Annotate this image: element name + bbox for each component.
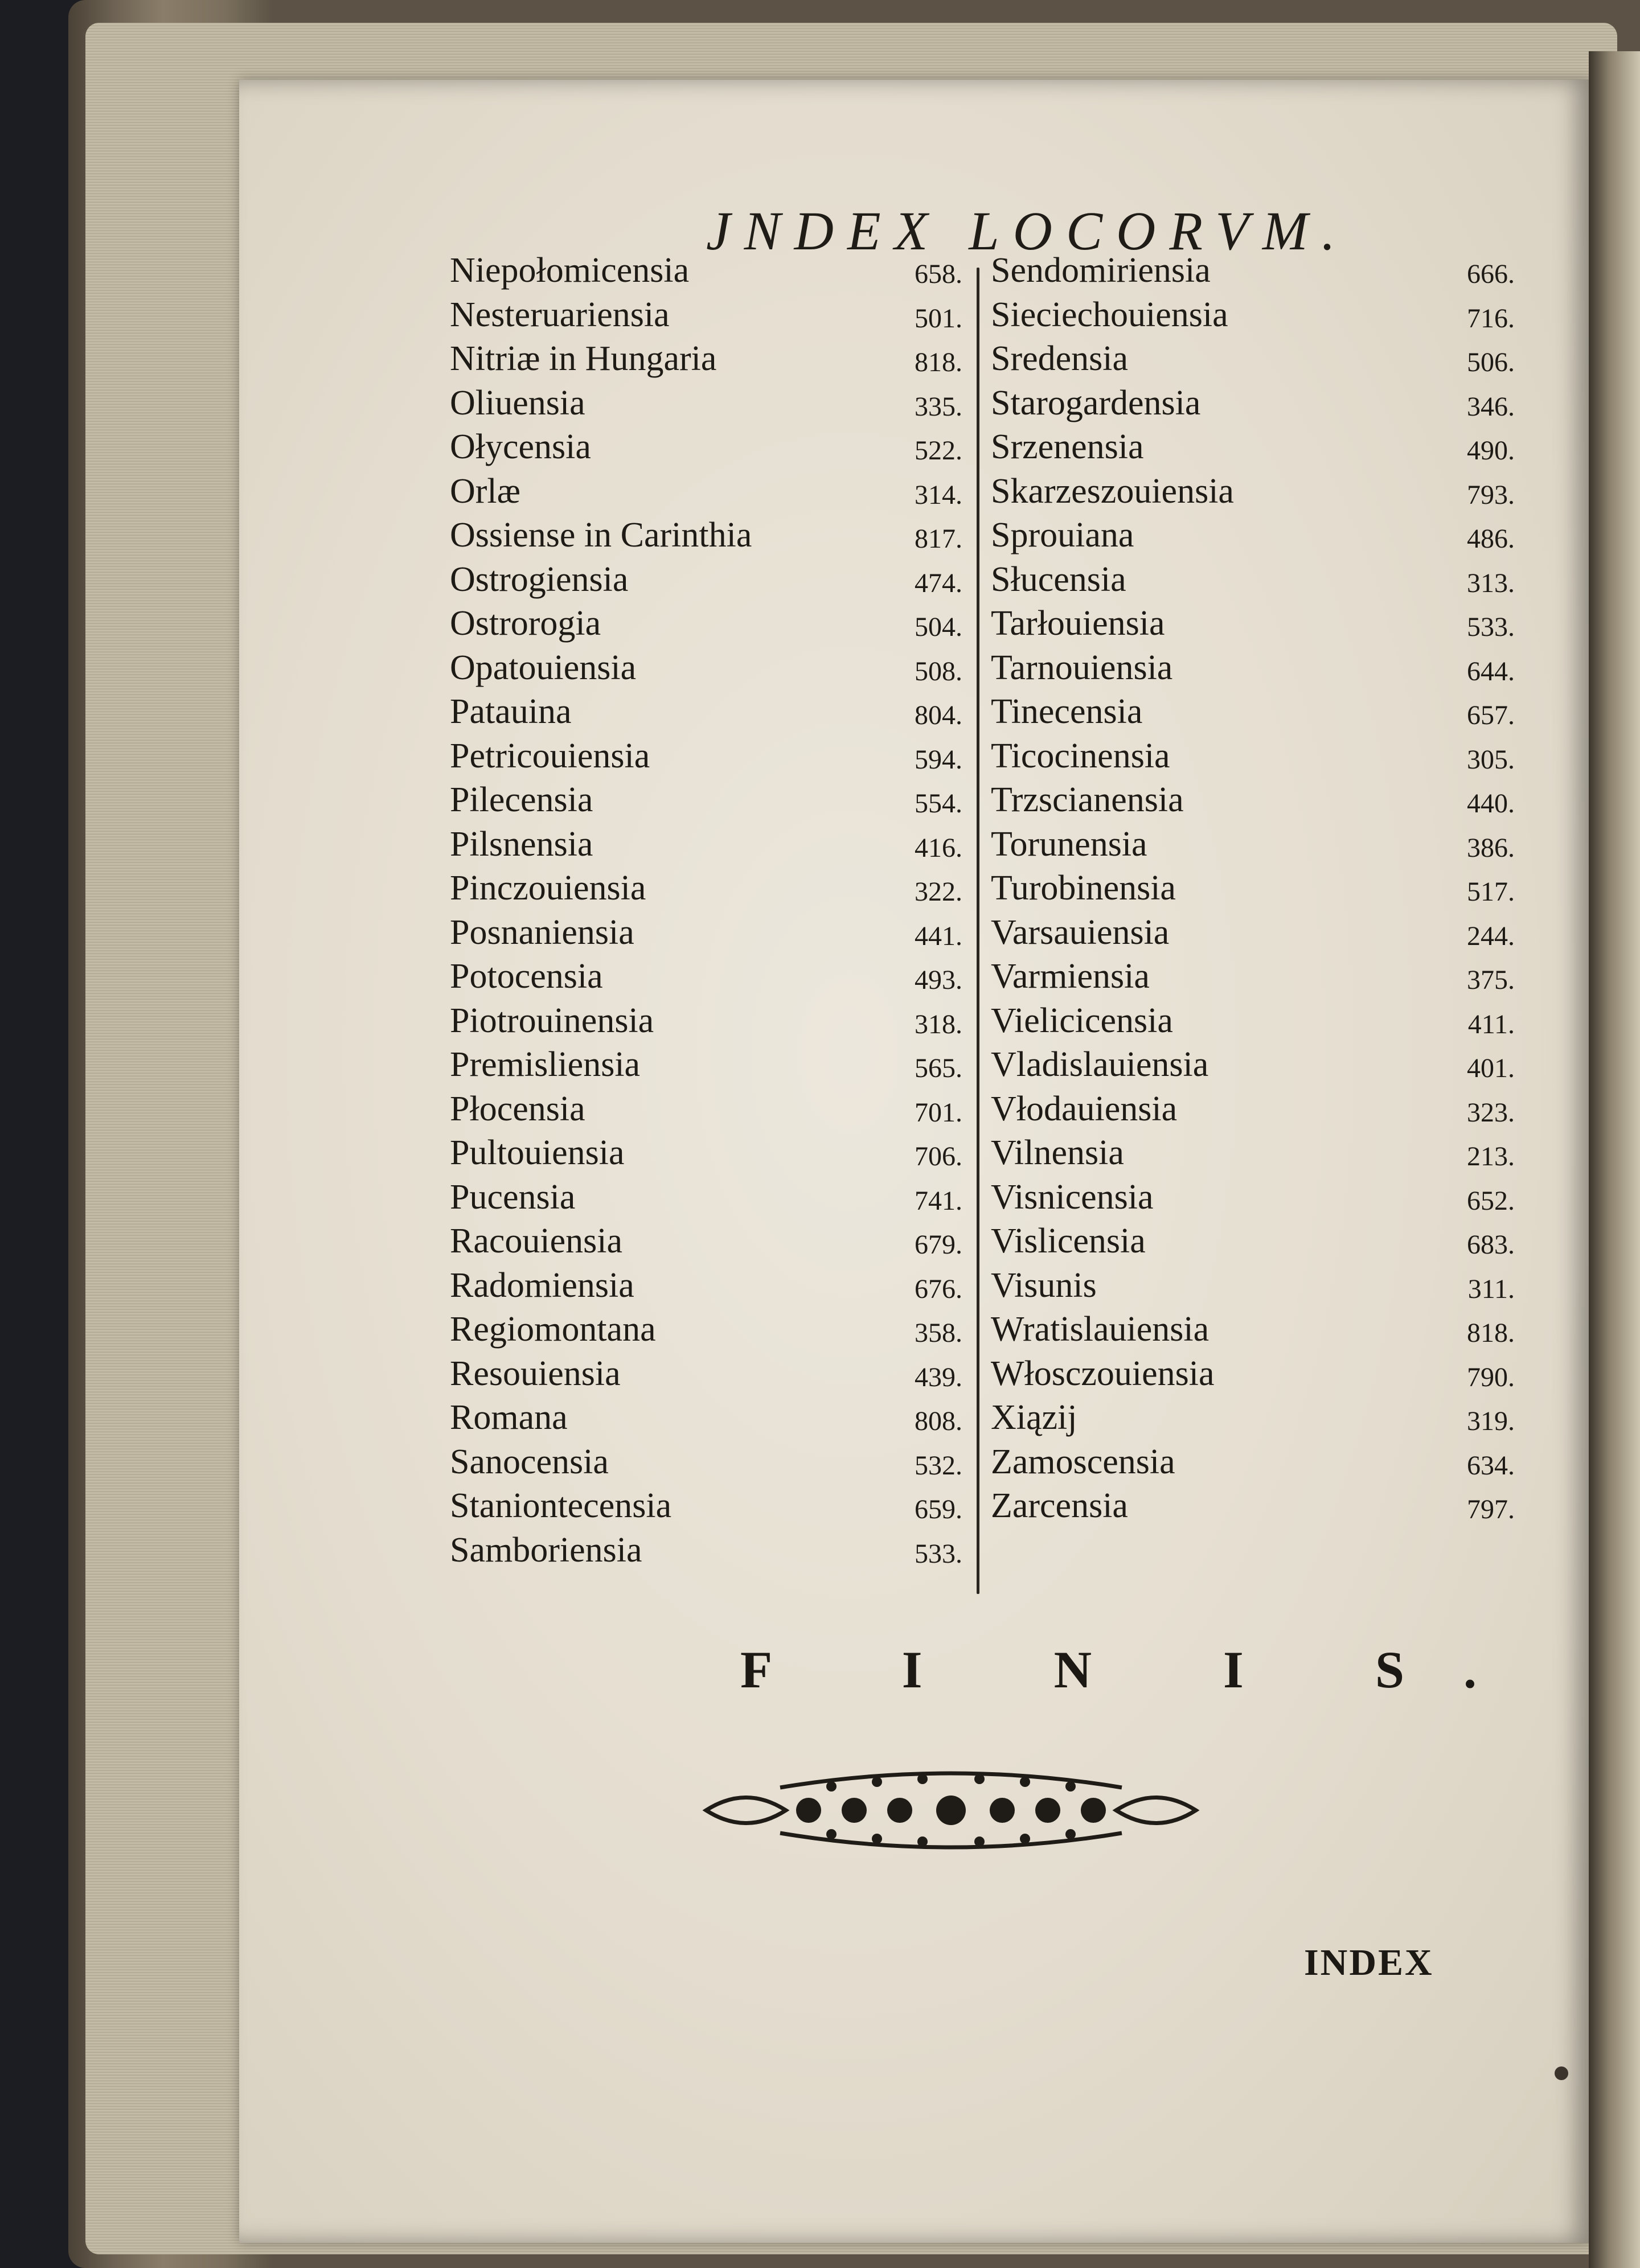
entry-page-number: 658. [915, 259, 962, 289]
entry-name: Ossiense in Carinthia [450, 516, 752, 554]
entry-page-number: 313. [1467, 568, 1515, 598]
index-entry [450, 1530, 962, 1575]
index-entry [991, 427, 1515, 471]
index-column-right [991, 250, 1515, 1530]
index-entry [450, 1266, 962, 1310]
index-entry [450, 1398, 962, 1442]
index-entry [991, 1486, 1515, 1530]
entry-page-number: 818. [915, 347, 962, 377]
entry-page-number: 804. [915, 700, 962, 730]
index-entry [450, 1442, 962, 1486]
column-rule [977, 268, 979, 1594]
index-entry [991, 868, 1515, 913]
entry-name: Varsauiensia [991, 913, 1170, 952]
entry-name: Niepołomicensia [450, 251, 690, 290]
index-entry [450, 471, 962, 516]
index-entry [450, 1045, 962, 1089]
finis: F I N I S. [740, 1641, 1536, 1699]
entry-name: Samboriensia [450, 1530, 642, 1569]
entry-name: Pucensia [450, 1177, 576, 1217]
entry-name: Xiązij [991, 1398, 1077, 1437]
entry-page-number: 652. [1467, 1185, 1515, 1216]
index-entry [450, 868, 962, 913]
entry-name: Patauina [450, 692, 572, 731]
entry-page-number: 508. [915, 656, 962, 687]
entry-page-number: 323. [1467, 1097, 1515, 1128]
index-entry [450, 1001, 962, 1045]
entry-page-number: 565. [915, 1053, 962, 1083]
entry-page-number: 676. [915, 1273, 962, 1304]
index-entry [450, 648, 962, 692]
index-entry [450, 1089, 962, 1133]
entry-name: Wratislauiensia [991, 1310, 1210, 1349]
entry-name: Starogardensia [991, 383, 1201, 422]
entry-page-number: 706. [915, 1141, 962, 1172]
entry-page-number: 346. [1467, 391, 1515, 422]
running-head: JNDEX LOCORVM. [706, 200, 1349, 261]
index-entry [450, 780, 962, 824]
entry-name: Racouiensia [450, 1222, 623, 1260]
index-entry [450, 295, 962, 339]
entry-name: Turobinensia [991, 869, 1176, 907]
index-entry [991, 1442, 1515, 1486]
index-entry [450, 913, 962, 957]
index-entry [991, 692, 1515, 736]
index-entry [991, 603, 1515, 648]
entry-name: Sanocensia [450, 1442, 609, 1481]
index-entry [991, 1266, 1515, 1310]
entry-name: Pultouiensia [450, 1133, 625, 1172]
entry-name: Sieciechouiensia [991, 295, 1228, 334]
entry-name: Trzscianensia [991, 780, 1184, 819]
entry-page-number: 411. [1467, 1009, 1515, 1040]
entry-name: Orlæ [450, 471, 520, 511]
entry-name: Pilsnensia [450, 824, 593, 864]
entry-page-number: 375. [1467, 965, 1515, 995]
index-entry [991, 295, 1515, 339]
entry-page-number: 517. [1467, 877, 1515, 907]
index-entry [450, 560, 962, 604]
entry-page-number: 441. [915, 921, 962, 951]
entry-name: Visunis [991, 1266, 1097, 1305]
index-entry [991, 1354, 1515, 1398]
entry-name: Piotrouinensia [450, 1001, 654, 1040]
entry-page-number: 319. [1467, 1406, 1515, 1436]
index-entry [450, 1354, 962, 1398]
index-entry [450, 824, 962, 869]
entry-name: Pilecensia [450, 780, 593, 819]
entry-page-number: 490. [1467, 435, 1515, 466]
entry-name: Ołycensia [450, 428, 591, 466]
entry-name: Torunensia [991, 824, 1147, 864]
entry-page-number: 533. [1467, 612, 1515, 642]
entry-page-number: 644. [1467, 656, 1515, 687]
entry-page-number: 314. [915, 479, 962, 510]
entry-page-number: 666. [1467, 259, 1515, 289]
entry-page-number: 501. [915, 303, 962, 334]
entry-name: Vladislauiensia [991, 1045, 1209, 1084]
index-entry [991, 339, 1515, 383]
entry-page-number: 657. [1467, 700, 1515, 730]
entry-name: Tarnouiensia [991, 648, 1173, 687]
entry-page-number: 322. [915, 877, 962, 907]
index-entry [450, 1309, 962, 1354]
index-entry [450, 692, 962, 736]
entry-page-number: 504. [915, 612, 962, 642]
index-entry [991, 1089, 1515, 1133]
index-entry [991, 515, 1515, 560]
entry-page-number: 818. [1467, 1318, 1515, 1348]
entry-name: Zamoscensia [991, 1442, 1175, 1481]
entry-page-number: 741. [915, 1185, 962, 1216]
index-entry [991, 1177, 1515, 1222]
entry-page-number: 679. [915, 1230, 962, 1260]
entry-page-number: 318. [915, 1009, 962, 1040]
entry-name: Tarłouiensia [991, 604, 1165, 643]
entry-name: Vłodauiensia [991, 1089, 1178, 1128]
entry-page-number: 716. [1467, 303, 1515, 334]
index-entry [991, 560, 1515, 604]
entry-page-number: 305. [1467, 744, 1515, 775]
entry-name: Oliuensia [450, 383, 585, 422]
entry-page-number: 790. [1467, 1362, 1515, 1392]
entry-page-number: 797. [1467, 1494, 1515, 1525]
index-entry [991, 780, 1515, 824]
index-column-left [450, 250, 962, 1574]
entry-name: Resouiensia [450, 1354, 621, 1393]
index-entry [450, 427, 962, 471]
entry-page-number: 213. [1467, 1141, 1515, 1172]
entry-page-number: 793. [1467, 479, 1515, 510]
entry-name: Ostrorogia [450, 604, 601, 643]
entry-page-number: 244. [1467, 921, 1515, 951]
entry-page-number: 416. [915, 832, 962, 863]
index-entry [991, 1398, 1515, 1442]
entry-name: Słucensia [991, 560, 1126, 599]
entry-name: Srzenensia [991, 428, 1144, 466]
entry-page-number: 683. [1467, 1230, 1515, 1260]
entry-name: Regiomontana [450, 1310, 656, 1349]
entry-page-number: 335. [915, 391, 962, 422]
index-entry [991, 736, 1515, 780]
entry-name: Tinecensia [991, 692, 1143, 731]
entry-name: Zarcensia [991, 1486, 1128, 1525]
index-entry [450, 1486, 962, 1530]
entry-name: Petricouiensia [450, 736, 650, 775]
entry-page-number: 439. [915, 1362, 962, 1392]
entry-page-number: 358. [915, 1318, 962, 1348]
index-entry [991, 1133, 1515, 1177]
gutter [1589, 51, 1640, 2268]
entry-name: Radomiensia [450, 1266, 634, 1305]
entry-name: Vilnensia [991, 1133, 1124, 1172]
index-entry [450, 956, 962, 1001]
index-entry [450, 603, 962, 648]
entry-page-number: 486. [1467, 524, 1515, 554]
entry-page-number: 808. [915, 1406, 962, 1436]
index-entry [991, 956, 1515, 1001]
index-entry [450, 515, 962, 560]
entry-name: Varmiensia [991, 957, 1150, 996]
entry-name: Płocensia [450, 1089, 585, 1128]
index-entry [450, 736, 962, 780]
entry-page-number: 440. [1467, 788, 1515, 819]
index-entry [450, 1177, 962, 1222]
entry-page-number: 594. [915, 744, 962, 775]
index-entry [991, 824, 1515, 869]
entry-name: Vielicicensia [991, 1001, 1173, 1040]
entry-page-number: 493. [915, 965, 962, 995]
entry-name: Potocensia [450, 957, 603, 996]
entry-name: Vislicensia [991, 1222, 1146, 1260]
entry-name: Visnicensia [991, 1177, 1154, 1217]
entry-name: Nitriæ in Hungaria [450, 339, 717, 378]
entry-page-number: 659. [915, 1494, 962, 1525]
entry-page-number: 634. [1467, 1450, 1515, 1481]
index-entry [450, 339, 962, 383]
entry-page-number: 533. [915, 1538, 962, 1569]
index-entry [991, 471, 1515, 516]
entry-name: Opatouiensia [450, 648, 637, 687]
entry-page-number: 522. [915, 435, 962, 466]
index-entry [991, 1045, 1515, 1089]
entry-name: Ticocinensia [991, 736, 1170, 775]
index-entry [991, 1001, 1515, 1045]
entry-name: Sredensia [991, 339, 1129, 378]
entry-page-number: 386. [1467, 832, 1515, 863]
entry-page-number: 701. [915, 1097, 962, 1128]
index-entry [991, 383, 1515, 428]
index-entry [991, 1221, 1515, 1266]
entry-name: Skarzeszouiensia [991, 471, 1234, 511]
index-entry [450, 1133, 962, 1177]
printer-ornament [695, 1753, 1207, 1867]
entry-name: Ostrogiensia [450, 560, 629, 599]
entry-page-number: 554. [915, 788, 962, 819]
entry-page-number: 474. [915, 568, 962, 598]
entry-name: Posnaniensia [450, 913, 634, 952]
entry-name: Nesteruariensia [450, 295, 670, 334]
index-entry [450, 1221, 962, 1266]
index-entry [450, 250, 962, 295]
entry-name: Romana [450, 1398, 568, 1437]
entry-page-number: 401. [1467, 1053, 1515, 1083]
index-entry [991, 648, 1515, 692]
entry-page-number: 817. [915, 524, 962, 554]
entry-page-number: 311. [1467, 1273, 1515, 1304]
entry-name: Pinczouiensia [450, 869, 646, 907]
index-entry [991, 250, 1515, 295]
entry-name: Sprouiana [991, 516, 1134, 554]
entry-name: Włosczouiensia [991, 1354, 1215, 1393]
entry-page-number: 506. [1467, 347, 1515, 377]
entry-name: Staniontecensia [450, 1486, 672, 1525]
page-mark [1555, 2066, 1568, 2080]
index-entry [991, 1309, 1515, 1354]
index-entry [450, 383, 962, 428]
entry-name: Sendomiriensia [991, 251, 1211, 290]
entry-name: Premisliensia [450, 1045, 641, 1084]
entry-page-number: 532. [915, 1450, 962, 1481]
catchword: INDEX [1304, 1942, 1434, 1983]
index-entry [991, 913, 1515, 957]
